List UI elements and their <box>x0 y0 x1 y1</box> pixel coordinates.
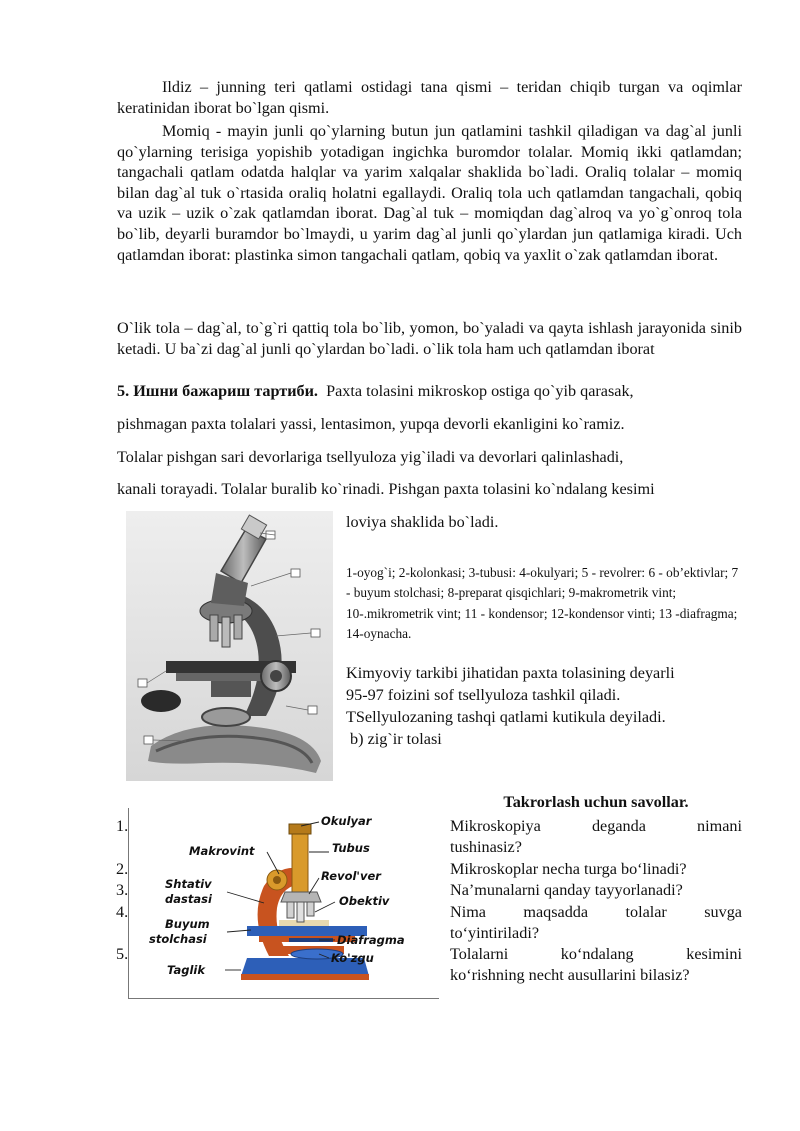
label-makrovint: Makrovint <box>189 844 255 858</box>
label-stolchasi: stolchasi <box>149 932 207 946</box>
label-diafragma: Diafragma <box>337 933 405 947</box>
microscope-diagram <box>128 808 439 999</box>
question-number-5: 5. <box>116 945 129 963</box>
paragraph-momiq: Momiq - mayin junli qo`ylarning butun jun qatlamini tashkil qiladigan va dag`al junli qo`ylarning terisiga yopishib yotadigan ingichka buromdor tolalar. Momiq ikki qatlamdan; tangachali qatlam odatda halqlar va yarim xalqalar shaklida bo`ladi. Oraliq tolalar – momiq bilan dag`al tuk o`rtasida oraliq holatni egallaydi. Oraliq tola uch qatlamdan tangachali, qobiq va uzik – uzik o`zak qatlamdan iborat. Dag`al tuk – momiqdan dag`alroq va yo`g`onroq tola bo`lib, deyarli buramdor bo`lmaydi, u yarim dag`al junli qo`ylardan jun qatlamiga kiradi. Uch qatlamdan iborat: plastinka simon tangachali qatlam, qobiq va yaxlit o`zak qatlamdan iborat. <box>117 122 742 264</box>
question-number-3: 3. <box>116 881 129 899</box>
question-2: Mikroskoplar necha turga bo‘linadi? <box>450 860 687 878</box>
label-dastasi: dastasi <box>165 892 212 906</box>
question-1-line1: Mikroskopiya deganda nimani <box>450 817 742 835</box>
chemistry-line2: 95-97 foizini sof tsellyuloza tashkil qiladi. <box>346 686 621 704</box>
tube-shape <box>292 830 308 892</box>
question-1-line2: tushinasiz? <box>450 838 522 856</box>
label-revolver: Revol'ver <box>321 869 381 883</box>
label-shtativ: Shtativ <box>165 877 212 891</box>
label-taglik: Taglik <box>167 963 206 977</box>
question-number-4: 4. <box>116 903 129 921</box>
label-tubus: Tubus <box>332 841 370 855</box>
question-3: Na’munalarni qanday tayyorlanadi? <box>450 881 683 899</box>
question-5-line2: ko‘rishning necht ausullarini bilasiz? <box>450 966 690 984</box>
section5-line4: kanali torayadi. Tolalar buralib ko`rinadi. Pishgan paxta tolasini ko`ndalang kesimi <box>117 480 655 498</box>
microscope-parts-caption: 1-oyog`i; 2-kolonkasi; 3-tubusi: 4-okulyari; 5 - revolrer: 6 - ob’ektivlar; 7 - buyum stolchasi; 8-preparat qisqichlari; 9-makrometrik vint; 10-.mikrometrik vint; 11 - kondensor; 12-kondensor vinti; 13 -diafragma; 14-oynacha. <box>346 565 739 641</box>
question-5-line1: Tolalarni ko‘ndalang kesimini <box>450 945 742 963</box>
question-4-line2: to‘yintiriladi? <box>450 924 540 942</box>
chemistry-line4: b) zig`ir tolasi <box>346 730 442 748</box>
microscope-photo-drawing <box>126 511 333 781</box>
label-buyum: Buyum <box>165 917 210 931</box>
section5-line5: loviya shaklida bo`ladi. <box>346 513 499 531</box>
chemistry-line1: Kimyoviy tarkibi jihatidan paxta tolasining deyarli <box>346 664 675 682</box>
paragraph-ildiz: Ildiz – junning teri qatlami ostidagi tana qismi – teridan chiqib turgan va oqimlar keratinidan iborat bo`lgan qismi. <box>117 78 742 117</box>
label-kozgu: Ko'zgu <box>331 951 374 965</box>
label-okulyar: Okulyar <box>321 814 372 828</box>
label-obektiv: Obektiv <box>339 894 390 908</box>
microscope-diagram-drawing <box>129 808 439 998</box>
question-number-2: 2. <box>116 860 129 878</box>
microscope-photo <box>126 511 333 781</box>
questions-title: Takrorlash uchun savollar. <box>503 793 689 811</box>
question-4-line1: Nima maqsadda tolalar suvga <box>450 903 742 921</box>
section5-line2: pishmagan paxta tolalari yassi, lentasimon, yupqa devorli ekanligini ko`ramiz. <box>117 415 625 433</box>
paragraph-olik-tola: O`lik tola – dag`al, to`g`ri qattiq tola bo`lib, yomon, bo`yaladi va qayta ishlash jarayonida sinib ketadi. U ba`zi dag`al junli qo`ylardan bo`ladi. o`lik tola ham uch qatlamdan iborat <box>117 319 742 358</box>
question-number-1: 1. <box>116 817 129 835</box>
chemistry-line3: TSellyulozaning tashqi qatlami kutikula deyiladi. <box>346 708 666 726</box>
section5-line1 <box>117 381 742 401</box>
section5-heading: 5. Ишни бажариш тартиби. <box>117 382 318 400</box>
section5-line1-text: Paxta tolasini mikroskop ostiga qo`yib qarasak, <box>326 382 634 400</box>
section5-line3: Tolalar pishgan sari devorlariga tsellyuloza yig`iladi va devorlari qalinlashadi, <box>117 448 624 466</box>
